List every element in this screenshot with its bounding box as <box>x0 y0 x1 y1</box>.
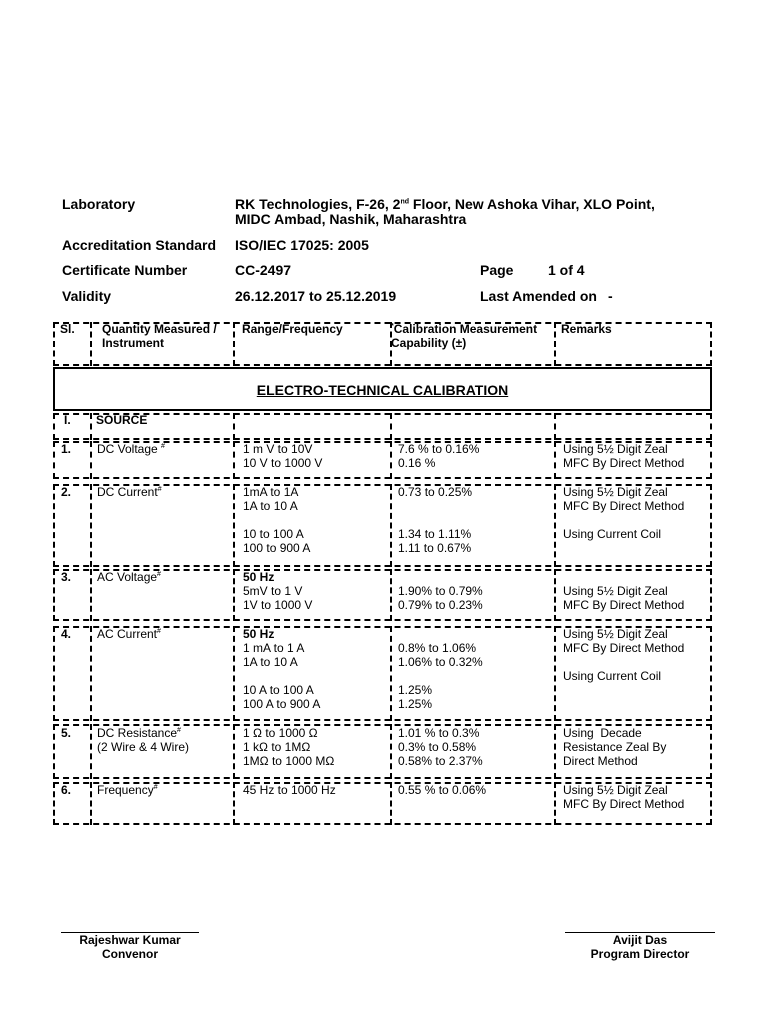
certificate-value: CC-2497 <box>235 262 292 278</box>
signatory-left-name: Rajeshwar Kumar <box>79 933 181 947</box>
row-remarks: Using 5½ Digit Zeal MFC By Direct Method <box>563 584 685 612</box>
standard-value: ISO/IEC 17025: 2005 <box>235 237 369 253</box>
group-row <box>53 413 712 440</box>
row-sl: 1. <box>61 442 72 456</box>
signatory-left-title: Convenor <box>101 947 158 961</box>
col-divider <box>554 322 556 366</box>
row-range: 1 Ω to 1000 Ω 1 kΩ to 1MΩ 1MΩ to 1000 MΩ <box>243 726 335 768</box>
col-divider <box>233 441 235 479</box>
col-divider <box>390 782 392 825</box>
col-divider <box>554 626 556 721</box>
col-divider <box>233 413 235 440</box>
row-range-head: 50 Hz <box>243 627 275 641</box>
row-sl: 3. <box>61 570 72 584</box>
col-divider <box>554 484 556 567</box>
row-cmc: 1.01 % to 0.3% 0.3% to 0.58% 0.58% to 2.37% <box>398 726 483 768</box>
row-quantity: AC Current# <box>97 627 161 641</box>
col-divider <box>554 782 556 825</box>
row-range: 1mA to 1A 1A to 10 A 10 to 100 A 100 to 900 A <box>243 485 311 555</box>
col-divider <box>554 569 556 621</box>
header-quantity: Quantity Measured / <box>102 322 217 336</box>
page-value: 1 of 4 <box>548 262 585 278</box>
row-range: 1 mA to 1 A 1A to 10 A 10 A to 100 A 100 A to 900 A <box>243 641 321 711</box>
header-cmc-line2: Capability (±) <box>391 336 467 350</box>
col-divider <box>390 413 392 440</box>
col-divider <box>390 724 392 779</box>
col-divider <box>90 322 92 366</box>
row-range-head: 50 Hz <box>243 570 275 584</box>
row-cmc: 0.73 to 0.25% 1.34 to 1.11% 1.11 to 0.67% <box>398 485 473 555</box>
col-divider <box>554 413 556 440</box>
col-divider <box>390 441 392 479</box>
certificate-label: Certificate Number <box>62 262 188 278</box>
row-cmc: 1.90% to 0.79% 0.79% to 0.23% <box>398 584 483 612</box>
col-divider <box>233 724 235 779</box>
row-remarks: Using 5½ Digit Zeal MFC By Direct Method Using Current Coil <box>563 627 685 683</box>
col-divider <box>390 626 392 721</box>
header-sl: Sl. <box>60 322 75 336</box>
header-remarks: Remarks <box>561 322 612 336</box>
row-remarks: Using 5½ Digit Zeal MFC By Direct Method <box>563 442 685 470</box>
header-range: Range/Frequency <box>242 322 343 336</box>
page-label: Page <box>480 262 514 278</box>
row-sl: 2. <box>61 485 72 499</box>
laboratory-value: RK Technologies, F-26, 2nd Floor, New Ashoka Vihar, XLO Point, <box>235 196 655 212</box>
signatory-right-title: Program Director <box>590 947 690 961</box>
row-sl: 5. <box>61 726 72 740</box>
row-quantity: DC Voltage # <box>97 442 165 456</box>
group-number: I. <box>64 413 71 427</box>
validity-value: 26.12.2017 to 25.12.2019 <box>235 288 397 304</box>
laboratory-label: Laboratory <box>62 196 136 212</box>
col-divider <box>554 441 556 479</box>
group-name: SOURCE <box>96 413 148 427</box>
row-remarks: Using 5½ Digit Zeal MFC By Direct Method Using Current Coil <box>563 485 685 541</box>
col-divider <box>554 724 556 779</box>
row-range: 5mV to 1 V 1V to 1000 V <box>243 584 313 612</box>
col-divider <box>233 626 235 721</box>
col-divider <box>233 484 235 567</box>
row-range: 45 Hz to 1000 Hz <box>243 783 336 797</box>
standard-label: Accreditation Standard <box>62 237 217 253</box>
col-divider <box>233 322 235 366</box>
row-cmc: 7.6 % to 0.16% 0.16 % <box>398 442 480 470</box>
col-divider <box>233 782 235 825</box>
col-divider <box>90 441 92 479</box>
laboratory-value-line2: MIDC Ambad, Nashik, Maharashtra <box>235 211 467 227</box>
row-sl: 6. <box>61 783 72 797</box>
amended-label: Last Amended on <box>480 288 597 304</box>
col-divider <box>90 626 92 721</box>
row-quantity: DC Current# <box>97 485 162 499</box>
row-sl: 4. <box>61 627 72 641</box>
col-divider <box>233 569 235 621</box>
row-quantity-line2: (2 Wire & 4 Wire) <box>97 740 190 754</box>
col-divider <box>90 782 92 825</box>
row-cmc: 0.55 % to 0.06% <box>398 783 487 797</box>
header-cmc: *Calibration Measurement <box>391 322 538 336</box>
col-divider <box>390 484 392 567</box>
col-divider <box>90 724 92 779</box>
col-divider <box>90 569 92 621</box>
header-quantity-line2: Instrument <box>102 336 165 350</box>
row-range: 1 m V to 10V 10 V to 1000 V <box>243 442 323 470</box>
row-quantity: Frequency# <box>97 783 158 797</box>
section-title: ELECTRO-TECHNICAL CALIBRATION <box>256 382 509 398</box>
row-cmc: 0.8% to 1.06% 1.06% to 0.32% 1.25% 1.25% <box>398 641 483 711</box>
row-quantity: DC Resistance# <box>97 726 181 740</box>
section-title-box <box>53 367 712 411</box>
validity-label: Validity <box>62 288 112 304</box>
row-quantity: AC Voltage# <box>97 570 161 584</box>
col-divider <box>90 413 92 440</box>
col-divider <box>90 484 92 567</box>
row-remarks: Using 5½ Digit Zeal MFC By Direct Method <box>563 783 685 811</box>
signatory-right-name: Avijit Das <box>612 933 668 947</box>
amended-value: - <box>608 288 613 304</box>
row-remarks: Using Decade Resistance Zeal By Direct Method <box>563 726 667 768</box>
col-divider <box>390 569 392 621</box>
